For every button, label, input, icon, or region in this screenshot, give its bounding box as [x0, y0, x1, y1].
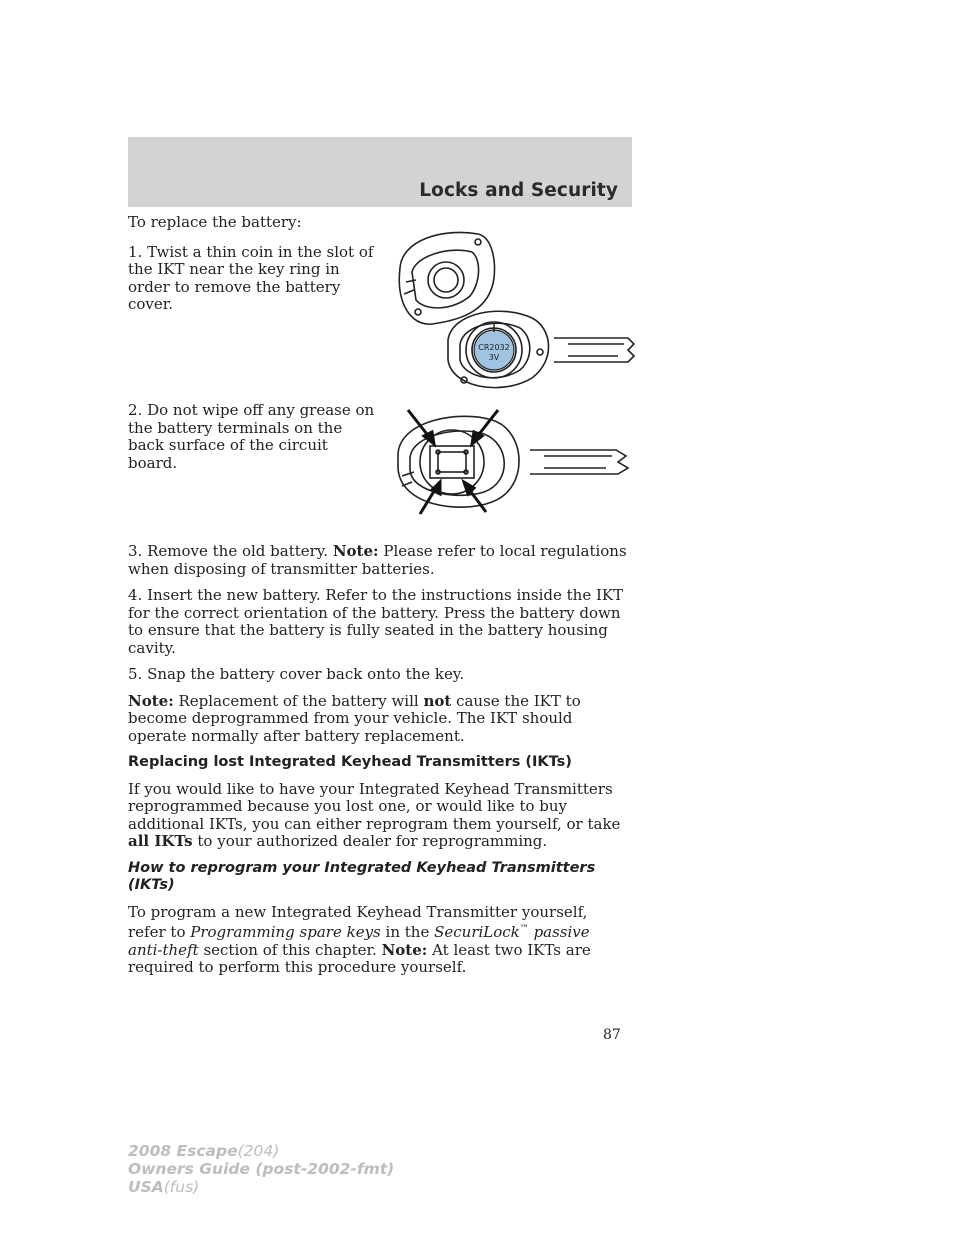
reprogram-anti-theft: passive anti-theft [128, 923, 590, 959]
battery-note-paragraph [128, 693, 628, 746]
step5-text: 5. Snap the battery cover back onto the key. [128, 665, 465, 683]
step2-block [128, 402, 380, 472]
step3-note-label: Note: [332, 542, 379, 560]
circuit-board-illustration [380, 406, 640, 516]
step1-block [128, 214, 380, 326]
replacing-paragraph [128, 781, 628, 851]
step3-lead: 3. Remove the old battery. [128, 542, 329, 560]
reprogram-securilock: SecuriLock [434, 923, 520, 941]
page-number: 87 [603, 1027, 621, 1043]
footer-doc-info [128, 1142, 394, 1196]
reprogram-note-text: At least two IKTs are required to perform this procedure yourself. [128, 940, 591, 976]
reprogram-body-pre: To program a new Integrated Keyhead Transmitter yourself, refer to [128, 902, 588, 941]
instructions-body [128, 543, 628, 986]
section-heading-replacing: Replacing lost Integrated Keyhead Transmitters (IKTs) [128, 754, 572, 770]
reprogram-link-spare-keys: Programming spare keys [190, 923, 381, 941]
step3-note-text: Please refer to local regulations when disposing of transmitter batteries. [128, 542, 627, 578]
battery-plus-label: + [488, 321, 500, 335]
battery-note-bold: not [423, 691, 452, 710]
battery-voltage-label: 3V [488, 353, 500, 362]
reprogram-body-mid: in the [385, 923, 430, 941]
reprogram-body-post: section of this chapter. [203, 940, 377, 959]
battery-cover-illustration [392, 220, 640, 390]
reprogram-paragraph [128, 904, 628, 977]
footer-market-code: (fus) [163, 1178, 200, 1196]
reprogram-note-label: Note: [381, 940, 428, 959]
battery-note-label: Note: [128, 691, 174, 710]
replacing-body-post: to your authorized dealer for reprogramming. [197, 832, 548, 850]
battery-note-post: cause the IKT to become deprogrammed from your vehicle. The IKT should operate normally after battery replacement. [128, 691, 581, 745]
battery-note-pre: Replacement of the battery will [178, 691, 419, 710]
step4-text: 4. Insert the new battery. Refer to the instructions inside the IKT for the correct orientation of the battery. Press the battery down to ensure that the battery is fully seated in the battery housing cavity. [128, 586, 624, 657]
footer-guide: Owners Guide (post-2002-fmt) [128, 1160, 395, 1178]
footer-model-code: (204) [237, 1142, 280, 1160]
footer-market: USA [128, 1178, 164, 1196]
trademark-symbol: ™ [519, 924, 529, 934]
chapter-header-band [128, 137, 632, 207]
replacing-body-bold: all IKTs [128, 832, 193, 850]
section-heading-reprogram: How to reprogram your Integrated Keyhead Transmitters (IKTs) [128, 859, 596, 893]
step2-text: 2. Do not wipe off any grease on the battery terminals on the back surface of the circuit board. [128, 401, 375, 472]
chapter-title: Locks and Security [419, 180, 618, 201]
intro-text: To replace the battery: [128, 213, 302, 231]
battery-model-label: CR2032 [478, 343, 510, 352]
replacing-body-pre: If you would like to have your Integrated Keyhead Transmitters reprogrammed because you lost one, or would like to buy additional IKTs, you can either reprogram them yourself, or take [128, 779, 621, 833]
footer-model: 2008 Escape [128, 1142, 238, 1160]
step1-text: 1. Twist a thin coin in the slot of the IKT near the key ring in order to remove the battery cover. [128, 242, 374, 313]
step3-paragraph [128, 543, 628, 578]
